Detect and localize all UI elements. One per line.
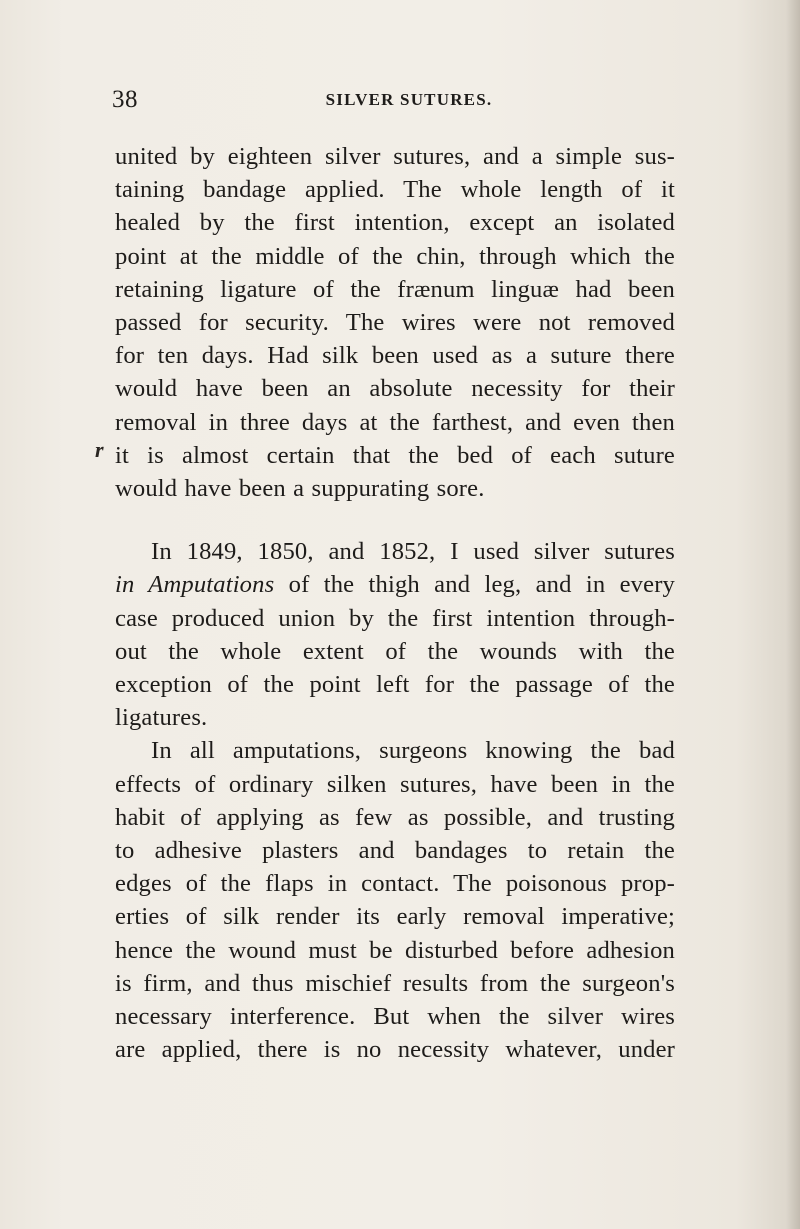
text-line: for ten days. Had silk been used as a suture there (115, 342, 675, 370)
text-line: united by eighteen silver sutures, and a simple sus- (115, 143, 675, 170)
text-line: taining bandage applied. The whole length of it (115, 176, 675, 204)
running-head: SILVER SUTURES. (325, 90, 493, 109)
text-line: case produced union by the first intention through- (115, 604, 675, 632)
text-line: retaining ligature of the frænum linguæ had been (115, 275, 675, 303)
text-line: are applied, there is no necessity whatever, under (115, 1036, 675, 1064)
text-line: it is almost certain that the bed of each suture (115, 441, 675, 469)
text-line: edges of the flaps in contact. The poisonous prop- (115, 870, 675, 898)
paragraph-gap (115, 505, 675, 535)
text-line-mixed (115, 568, 675, 601)
text-line: is firm, and thus mischief results from the surgeon's (115, 969, 675, 997)
paragraph-3 (115, 734, 675, 1066)
text-line: would have been a suppurating sore. (115, 475, 485, 503)
body-text (115, 140, 675, 1066)
text-line: to adhesive plasters and bandages to retain the (115, 837, 675, 865)
italic-phrase: in Amputations (115, 571, 275, 599)
text-line: necessary interference. But when the silver wires (115, 1003, 675, 1031)
text-line: point at the middle of the chin, through which the (115, 242, 675, 270)
text-line: out the whole extent of the wounds with the (115, 637, 675, 665)
text-line: hence the wound must be disturbed before adhesion (115, 936, 675, 964)
text-line: habit of applying as few as possible, and trusting (115, 803, 675, 831)
text-line: ligatures. (115, 704, 208, 732)
text-line: would have been an absolute necessity for their (115, 375, 675, 403)
text-line: healed by the first intention, except an isolated (115, 209, 675, 237)
text-line: exception of the point left for the passage of the (115, 671, 675, 699)
text-line: In all amputations, surgeons knowing the bad (151, 737, 675, 765)
text-run: of the thigh and leg, and in every (274, 571, 675, 599)
paragraph-2 (115, 535, 675, 734)
text-line: passed for security. The wires were not removed (115, 309, 675, 337)
text-line: erties of silk render its early removal imperative; (115, 903, 675, 931)
text-line: effects of ordinary silken sutures, have been in the (115, 770, 675, 798)
text-line: In 1849, 1850, and 1852, I used silver sutures (151, 538, 675, 566)
page-edge-shadow (786, 0, 800, 1229)
page-number: 38 (112, 86, 138, 113)
paragraph-1 (115, 140, 675, 505)
margin-mark: r (95, 437, 104, 462)
text-line: removal in three days at the farthest, and even then (115, 408, 675, 436)
